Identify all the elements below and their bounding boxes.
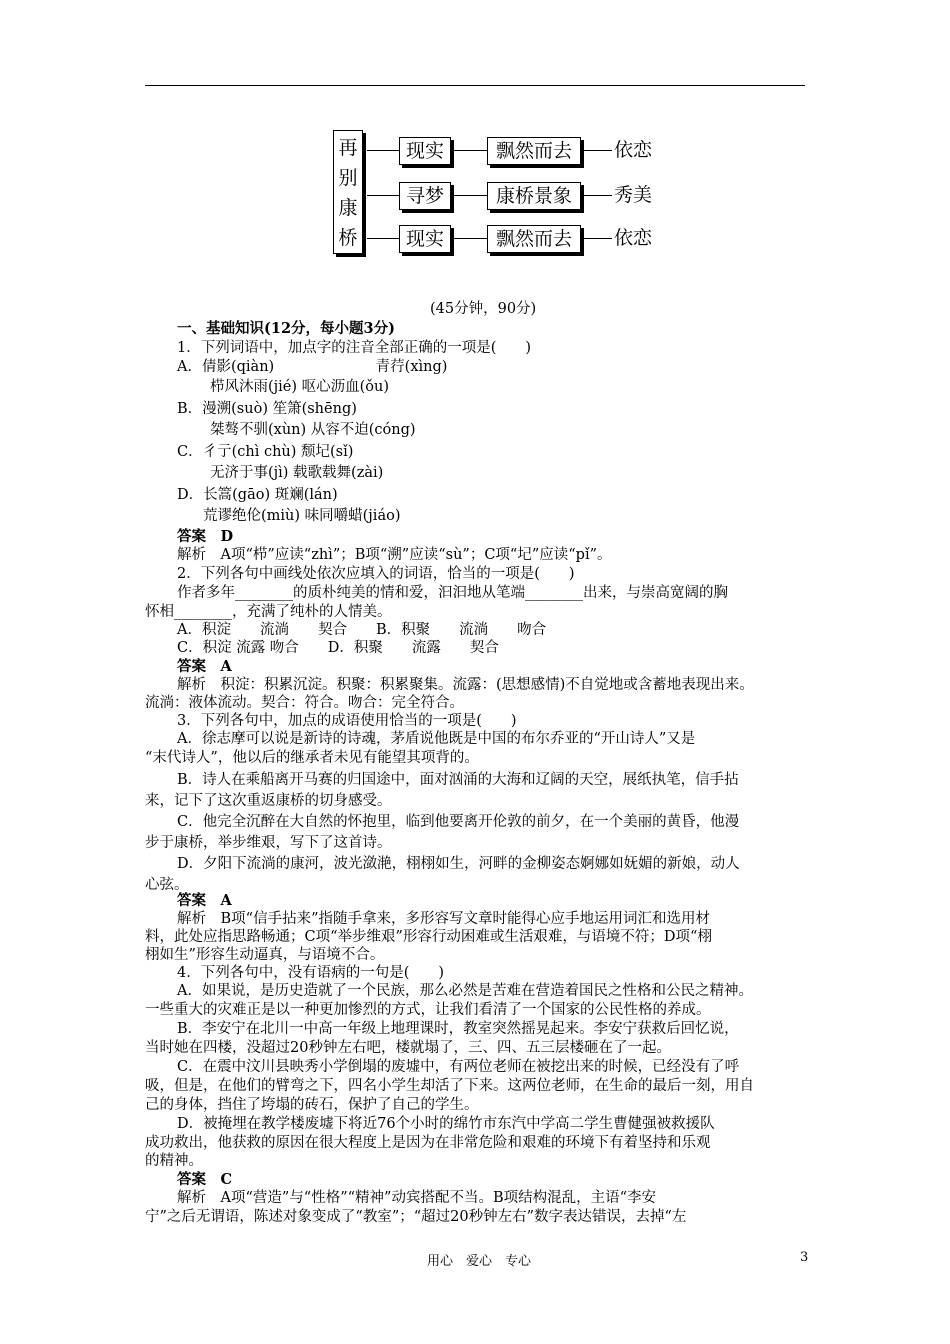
question-text: 怀相________，充满了纯朴的人情美。 (145, 604, 392, 620)
diagram-end-label: 秀美 (614, 184, 653, 206)
connector (582, 150, 612, 151)
connector (582, 238, 612, 239)
connector (452, 195, 487, 196)
connector (367, 195, 399, 196)
option-text: 当时她在四楼，没超过20秒钟左右吧，楼就塌了，三、四、五三层楼砸在了一起。 (145, 1040, 671, 1056)
poem-structure-diagram (333, 130, 663, 262)
answer: 答案 C (177, 1171, 233, 1188)
option-text: C．彳亍(chì chù) 颓圮(sǐ) (177, 444, 354, 460)
option-text: B．漫溯(suò) 笙箫(shēng) (177, 401, 357, 417)
diagram-box: 寻梦 (399, 182, 451, 210)
option-text: B．李安宁在北川一中高一年级上地理课时，教室突然摇晃起来。李安宁获救后回忆说， (177, 1021, 739, 1037)
option-text: 己的身体，挡住了垮塌的砖石，保护了自己的学生。 (145, 1097, 479, 1113)
option-text: 无济于事(jì) 载歌载舞(zài) (210, 465, 384, 481)
option-text: “末代诗人”，他以后的继承者未见有能望其项背的。 (145, 750, 479, 766)
diagram-box: 现实 (399, 137, 451, 165)
page-number: 3 (800, 1250, 809, 1265)
option-text: 荒谬绝伦(miù) 味同嚼蜡(jiáo) (203, 508, 401, 524)
title-char: 再 (338, 137, 358, 159)
option-text: 心弦。 (145, 877, 189, 893)
option-text: 一些重大的灾难正是以一种更加惨烈的方式，让我们看清了一个国家的公民性格的养成。 (145, 1002, 711, 1018)
title-char: 别 (338, 167, 358, 189)
option-text: 步于康桥，举步维艰，写下了这首诗。 (145, 835, 392, 851)
option-text: A．倩影(qiàn) 青荇(xìng) (177, 359, 448, 375)
title-char: 康 (338, 197, 358, 219)
title-char: 桥 (338, 227, 358, 249)
option-text: B．诗人在乘船离开马赛的归国途中，面对汹涌的大海和辽阔的天空，展纸执笔，信手拈 (177, 772, 739, 788)
explanation: 栩如生”形容生动逼真，与语境不合。 (145, 947, 385, 963)
question-2: 2．下列各句中画线处依次应填入的词语，恰当的一项是( ) (177, 566, 575, 582)
answer: 答案 D (177, 528, 234, 545)
option-text: 的精神。 (145, 1153, 203, 1169)
explanation: 流淌：液体流动。契合：符合。吻合：完全符合。 (145, 695, 464, 711)
option-text: 桀骜不驯(xùn) 从容不迫(cóng) (210, 422, 416, 438)
diagram-box: 现实 (399, 225, 451, 253)
explanation: 解析 积淀：积累沉淀。积聚：积累聚集。流露：(思想感情)不自觉地或含蓄地表现出来。 (177, 677, 754, 693)
footer-motto: 用心 爱心 专心 (427, 1254, 532, 1269)
option-text: D．长篙(gāo) 斑斓(lán) (177, 487, 338, 503)
explanation: 解析 A项“营造”与“性格”“精神”动宾搭配不当。B项结构混乱，主语“李安 (177, 1190, 657, 1206)
connector (367, 238, 399, 239)
connector (582, 195, 612, 196)
option-text: 来，记下了这次重返康桥的切身感受。 (145, 793, 392, 809)
option-text: D．夕阳下流淌的康河，波光潋滟，栩栩如生，河畔的金柳姿态婀娜如妩媚的新娘，动人 (177, 856, 740, 872)
option-text: D．被掩埋在教学楼废墟下将近76个小时的绵竹市东汽中学高二学生曹健强被救援队 (177, 1116, 715, 1132)
diagram-box: 康桥景象 (487, 182, 581, 210)
explanation: 解析 B项“信手拈来”指随手拿来，多形容写文章时能得心应手地运用词汇和选用材 (177, 911, 710, 927)
answer: 答案 A (177, 658, 232, 675)
connector (367, 150, 399, 151)
question-1: 1．下列词语中，加点字的注音全部正确的一项是( ) (177, 340, 532, 356)
explanation: 解析 A项“栉”应读“zhì”；B项“溯”应读“sù”；C项“圮”应读“pǐ”。 (177, 547, 612, 563)
option-text: A．如果说，是历史造就了一个民族，那么必然是苦难在营造着国民之性格和公民之精神。 (177, 983, 753, 999)
diagram-end-label: 依恋 (614, 227, 653, 249)
option-text: 栉风沐雨(jié) 呕心沥血(ǒu) (210, 379, 390, 395)
explanation: 宁”之后无谓语，陈述对象变成了“教室”；“超过20秒钟左右”数字表达错误，去掉“左 (145, 1209, 687, 1225)
option-text: 成功救出，他获救的原因在很大程度上是因为在非常危险和艰难的环境下有着坚持和乐观 (145, 1135, 711, 1151)
explanation: 料，此处应指思路畅通；C项“举步维艰”形容行动困难或生活艰难，与语境不符；D项“栩 (145, 929, 712, 945)
header-rule (145, 85, 805, 86)
option-text: C．在震中汶川县映秀小学倒塌的废墟中，有两位老师在被挖出来的时候，已经没有了呼 (177, 1059, 740, 1075)
question-4: 4．下列各句中，没有语病的一句是( ) (177, 965, 445, 981)
connector (452, 150, 487, 151)
option-text: C．他完全沉醉在大自然的怀抱里，临到他要离开伦敦的前夕，在一个美丽的黄昏，他漫 (177, 814, 740, 830)
option-text: C．积淀 流露 吻合 D．积聚 流露 契合 (177, 640, 499, 656)
answer: 答案 A (177, 892, 232, 909)
question-text: 作者多年________的质朴纯美的情和爱，汩汩地从笔端________出来，与崇高宽阔的胸 (177, 585, 728, 601)
section-heading: 一、基础知识(12分，每小题3分) (177, 320, 395, 337)
diagram-box: 飘然而去 (487, 225, 581, 253)
option-text: A．积淀 流淌 契合 B．积聚 流淌 吻合 (177, 622, 547, 638)
time-score: (45分钟，90分) (430, 301, 537, 317)
question-3: 3．下列各句中，加点的成语使用恰当的一项是( ) (177, 713, 517, 729)
option-text: A．徐志摩可以说是新诗的诗魂，茅盾说他既是中国的布尔乔亚的“开山诗人”又是 (177, 731, 696, 747)
diagram-box: 飘然而去 (487, 137, 581, 165)
option-text: 吸，但是，在他们的臂弯之下，四名小学生却活了下来。这两位老师，在生命的最后一刻，用自 (145, 1078, 754, 1094)
connector (452, 238, 487, 239)
diagram-title (333, 130, 363, 254)
diagram-end-label: 依恋 (614, 139, 653, 161)
